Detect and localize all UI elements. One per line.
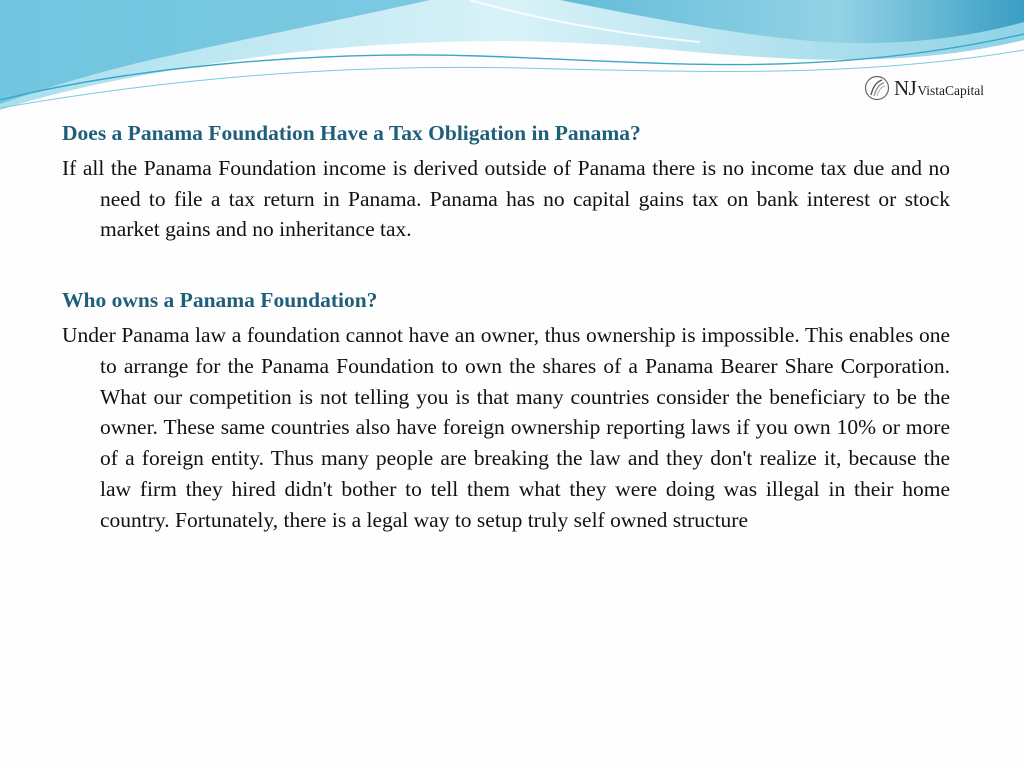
logo-initials: NJ bbox=[894, 75, 917, 100]
nj-vista-capital-logo-icon bbox=[864, 75, 890, 101]
section-ownership bbox=[62, 285, 950, 535]
logo-brand-name: VistaCapital bbox=[917, 82, 985, 98]
section-heading: Who owns a Panama Foundation? bbox=[62, 288, 378, 313]
section-tax-obligation bbox=[62, 118, 950, 245]
section-spacer bbox=[62, 245, 950, 285]
section-paragraph: Under Panama law a foundation cannot have an owner, thus ownership is impossible. This enables one to arrange for the Panama Foundation to own the shares of a Panama Bearer Share Corporation. What our competition is not telling you is that many countries consider the beneficiary to be the owner. These same countries also have foreign ownership reporting laws if you own 10% or more of a foreign entity. Thus many people are breaking the law and they don't realize it, because the law firm they hired didn't bother to tell them what they were doing was illegal in their home country. Fortunately, there is a legal way to setup truly self owned structure bbox=[62, 322, 950, 532]
section-paragraph: If all the Panama Foundation income is derived outside of Panama there is no income tax due and no need to file a tax return in Panama. Panama has no capital gains tax on bank interest or stock market gains and no inheritance tax. bbox=[62, 155, 950, 242]
slide-content bbox=[62, 118, 950, 536]
company-logo bbox=[864, 70, 1014, 106]
section-heading: Does a Panama Foundation Have a Tax Obligation in Panama? bbox=[62, 121, 641, 145]
